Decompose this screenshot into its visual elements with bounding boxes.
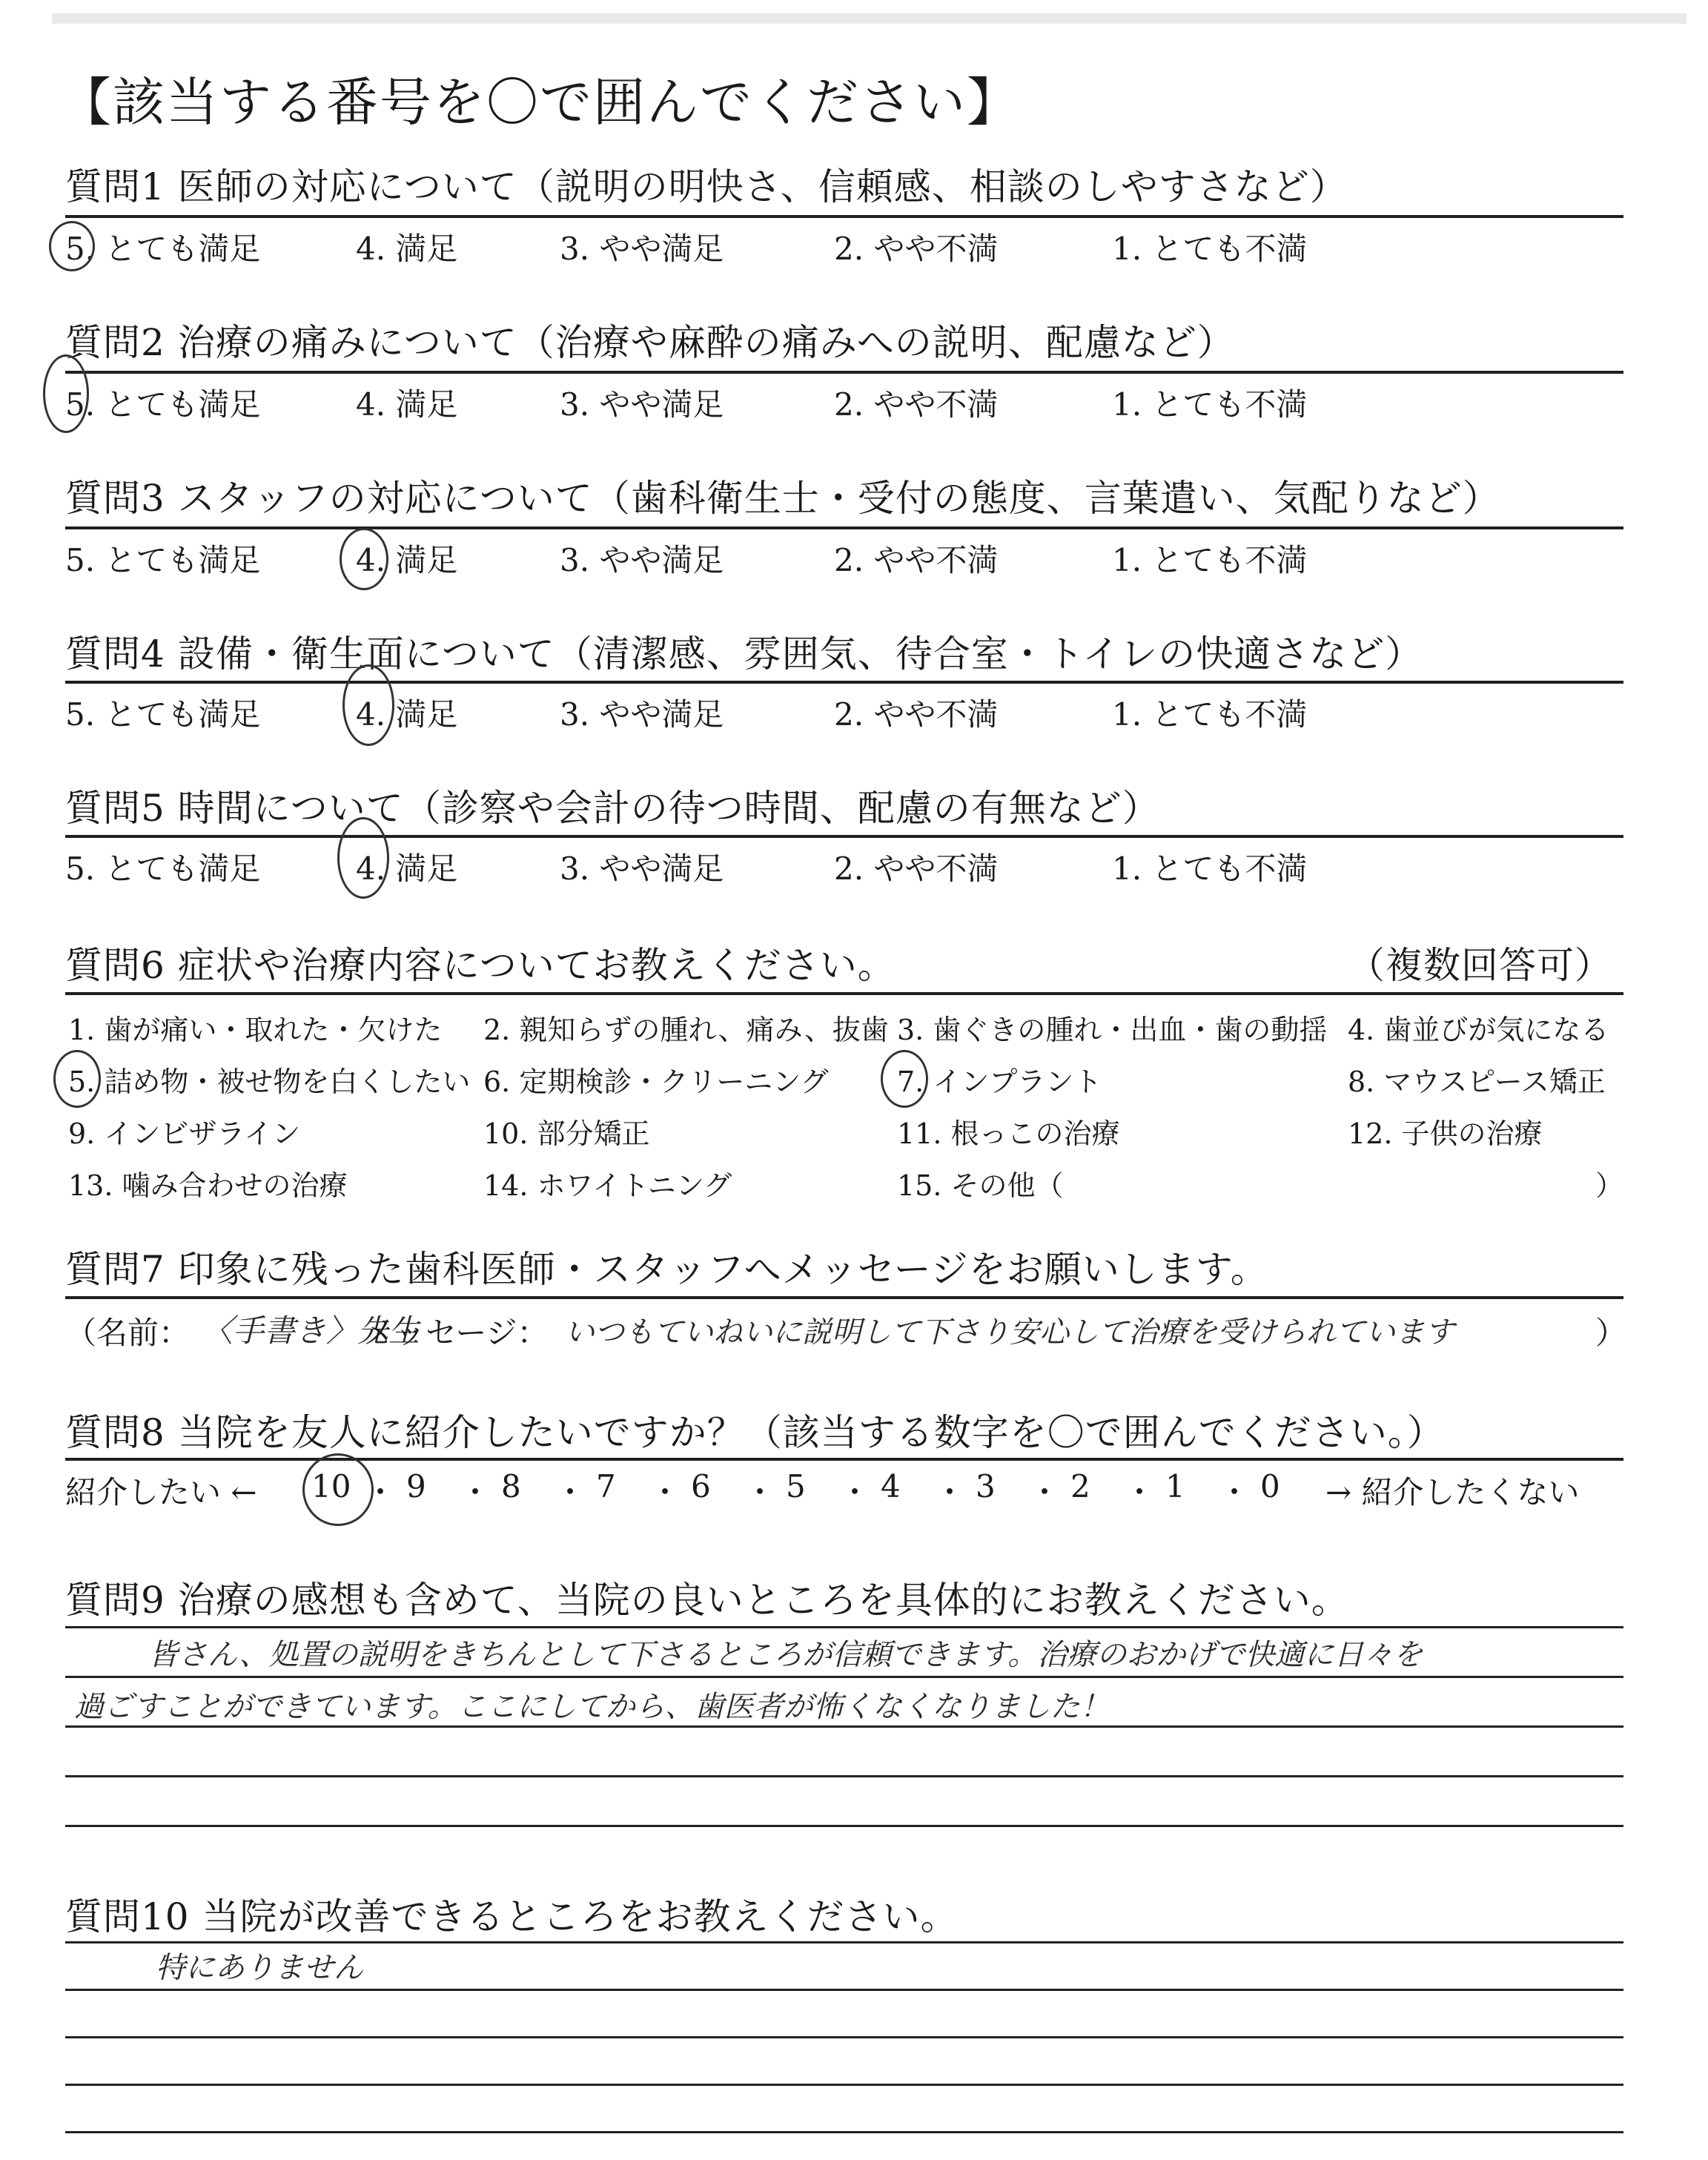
- option-1[interactable]: 1. とても不満: [1112, 386, 1308, 423]
- answer-line: [65, 1825, 1623, 1827]
- selection-circle: [302, 1453, 374, 1526]
- question-title: 質問3 スタッフの対応について（歯科衛生士・受付の態度、言葉遣い、気配りなど）: [65, 477, 1500, 520]
- option-2[interactable]: 2. やや不満: [834, 386, 999, 423]
- multiple-answer-note: （複数回答可）: [1348, 944, 1612, 987]
- question-rule: [65, 371, 1623, 374]
- name-label: （名前：: [65, 1315, 191, 1351]
- recommend-left-label: 紹介したい ←: [65, 1474, 257, 1510]
- answer-handwritten-line-2[interactable]: 過ごすことができています。ここにしてから、歯医者が怖くなくなりました！: [74, 1690, 1110, 1724]
- symptom-option[interactable]: 11. 根っこの治療: [897, 1117, 1120, 1150]
- question-title: 質問10 当院が改善できるところをお教えください。: [65, 1895, 959, 1938]
- symptom-option[interactable]: 1. 歯が痛い・取れた・欠けた: [68, 1014, 443, 1046]
- question-title: 質問1 医師の対応について（説明の明快さ、信頼感、相談のしやすさなど）: [65, 165, 1348, 208]
- scale-value-0[interactable]: 0: [1260, 1468, 1280, 1505]
- option-2[interactable]: 2. やや不満: [834, 542, 999, 578]
- option-4[interactable]: 4. 満足: [356, 696, 458, 733]
- scale-separator: ・: [1219, 1474, 1251, 1510]
- option-4[interactable]: 4. 満足: [356, 231, 458, 267]
- question-rule: [65, 681, 1623, 684]
- scale-separator: ・: [365, 1474, 397, 1510]
- option-3[interactable]: 3. やや満足: [560, 851, 724, 887]
- option-4[interactable]: 4. 満足: [356, 542, 458, 578]
- scale-value-10[interactable]: 10: [311, 1468, 351, 1505]
- question-title: 質問6 症状や治療内容についてお教えください。: [65, 944, 896, 987]
- answer-handwritten[interactable]: 特にありません: [156, 1951, 363, 1985]
- symptom-option[interactable]: 5. 詰め物・被せ物を白くしたい: [68, 1066, 471, 1098]
- option-1[interactable]: 1. とても不満: [1112, 542, 1308, 578]
- question-rule: [65, 992, 1623, 995]
- option-2[interactable]: 2. やや不満: [834, 851, 999, 887]
- question-title: 質問4 設備・衛生面について（清潔感、雰囲気、待合室・トイレの快適さなど）: [65, 633, 1423, 676]
- answer-line: [65, 1725, 1623, 1728]
- symptom-option[interactable]: 7. インプラント: [897, 1066, 1102, 1098]
- option-5[interactable]: 5. とても満足: [65, 231, 261, 267]
- symptom-option[interactable]: 13. 噛み合わせの治療: [68, 1169, 348, 1202]
- message-label: メッセージ：: [363, 1315, 549, 1351]
- answer-line: [65, 2084, 1623, 2086]
- option-3[interactable]: 3. やや満足: [560, 696, 724, 733]
- option-5[interactable]: 5. とても満足: [65, 542, 261, 578]
- answer-line: [65, 1676, 1623, 1678]
- question-rule: [65, 1458, 1623, 1461]
- other-close-paren: ）: [1595, 1169, 1624, 1202]
- symptom-option[interactable]: 9. インビザライン: [68, 1117, 301, 1150]
- symptom-option[interactable]: 8. マウスピース矯正: [1348, 1066, 1606, 1098]
- question-title: 質問9 治療の感想も含めて、当院の良いところを具体的にお教えください。: [65, 1579, 1349, 1622]
- option-1[interactable]: 1. とても不満: [1112, 696, 1308, 733]
- scale-value-9[interactable]: 9: [406, 1468, 426, 1505]
- scale-value-6[interactable]: 6: [691, 1468, 711, 1505]
- scale-value-3[interactable]: 3: [976, 1468, 996, 1505]
- option-5[interactable]: 5. とても満足: [65, 851, 261, 887]
- question-rule: [65, 526, 1623, 529]
- scale-value-5[interactable]: 5: [786, 1468, 806, 1505]
- question-title: 質問8 当院を友人に紹介したいですか？（該当する数字を〇で囲んでください。）: [65, 1411, 1445, 1454]
- answer-line: [65, 1941, 1623, 1943]
- option-1[interactable]: 1. とても不満: [1112, 851, 1308, 887]
- scale-separator: ・: [460, 1474, 491, 1510]
- option-2[interactable]: 2. やや不満: [834, 696, 999, 733]
- name-handwritten[interactable]: 〈手書き〉先生: [202, 1312, 420, 1349]
- option-4[interactable]: 4. 満足: [356, 386, 458, 423]
- scale-value-2[interactable]: 2: [1070, 1468, 1090, 1505]
- scale-separator: ・: [934, 1474, 966, 1510]
- selection-circle: [53, 1050, 101, 1108]
- symptom-option[interactable]: 3. 歯ぐきの腫れ・出血・歯の動揺: [897, 1014, 1328, 1046]
- question-rule: [65, 215, 1623, 218]
- symptom-option[interactable]: 10. 部分矯正: [483, 1117, 650, 1150]
- selection-circle: [49, 221, 95, 271]
- option-5[interactable]: 5. とても満足: [65, 696, 261, 733]
- scale-value-7[interactable]: 7: [596, 1468, 616, 1505]
- selection-circle: [337, 817, 389, 899]
- selection-circle: [43, 354, 89, 433]
- message-handwritten[interactable]: いつもていねいに説明して下さり安心して治療を受けられています: [565, 1315, 1454, 1350]
- scale-separator: ・: [555, 1474, 586, 1510]
- scale-separator: ・: [1029, 1474, 1061, 1510]
- answer-line: [65, 2131, 1623, 2133]
- recommend-right-label: → 紹介したくない: [1325, 1474, 1580, 1510]
- answer-line: [65, 1989, 1623, 1991]
- option-3[interactable]: 3. やや満足: [560, 542, 724, 578]
- scale-value-4[interactable]: 4: [881, 1468, 901, 1505]
- question-rule: [65, 835, 1623, 838]
- option-2[interactable]: 2. やや不満: [834, 231, 999, 267]
- selection-circle: [340, 528, 388, 590]
- selection-circle: [342, 664, 394, 746]
- answer-handwritten-line-1[interactable]: 皆さん、処置の説明をきちんとして下さるところが信頼できます。治療のおかげで快適に日々を: [148, 1638, 1423, 1672]
- selection-circle: [881, 1050, 928, 1108]
- option-3[interactable]: 3. やや満足: [560, 386, 724, 423]
- question-rule: [65, 1296, 1623, 1299]
- scan-top-band: [52, 13, 1687, 24]
- scale-separator: ・: [649, 1474, 681, 1510]
- option-4[interactable]: 4. 満足: [356, 851, 458, 887]
- form-instruction: 【該当する番号を〇で囲んでください】: [59, 72, 1020, 133]
- option-5[interactable]: 5. とても満足: [65, 386, 261, 423]
- scale-separator: ・: [744, 1474, 776, 1510]
- symptom-option[interactable]: 14. ホワイトニング: [483, 1169, 732, 1202]
- scale-value-8[interactable]: 8: [501, 1468, 521, 1505]
- symptom-option[interactable]: 6. 定期検診・クリーニング: [483, 1066, 829, 1098]
- answer-line: [65, 1775, 1623, 1777]
- question-title: 質問7 印象に残った歯科医師・スタッフへメッセージをお願いします。: [65, 1248, 1268, 1291]
- answer-line: [65, 2036, 1623, 2038]
- question-title: 質問5 時間について（診察や会計の待つ時間、配慮の有無など）: [65, 787, 1160, 830]
- scale-separator: ・: [1124, 1474, 1156, 1510]
- scale-value-1[interactable]: 1: [1165, 1468, 1185, 1505]
- answer-line: [65, 1626, 1623, 1628]
- question-title: 質問2 治療の痛みについて（治療や麻酔の痛みへの説明、配慮など）: [65, 321, 1235, 364]
- symptom-option[interactable]: 12. 子供の治療: [1348, 1117, 1543, 1150]
- scale-separator: ・: [839, 1474, 871, 1510]
- option-1[interactable]: 1. とても不満: [1112, 231, 1308, 267]
- symptom-option[interactable]: 15. その他（: [897, 1169, 1064, 1202]
- option-3[interactable]: 3. やや満足: [560, 231, 724, 267]
- message-close-paren: ）: [1595, 1315, 1627, 1351]
- symptom-option[interactable]: 2. 親知らずの腫れ、痛み、抜歯: [483, 1014, 889, 1046]
- symptom-option[interactable]: 4. 歯並びが気になる: [1348, 1014, 1609, 1046]
